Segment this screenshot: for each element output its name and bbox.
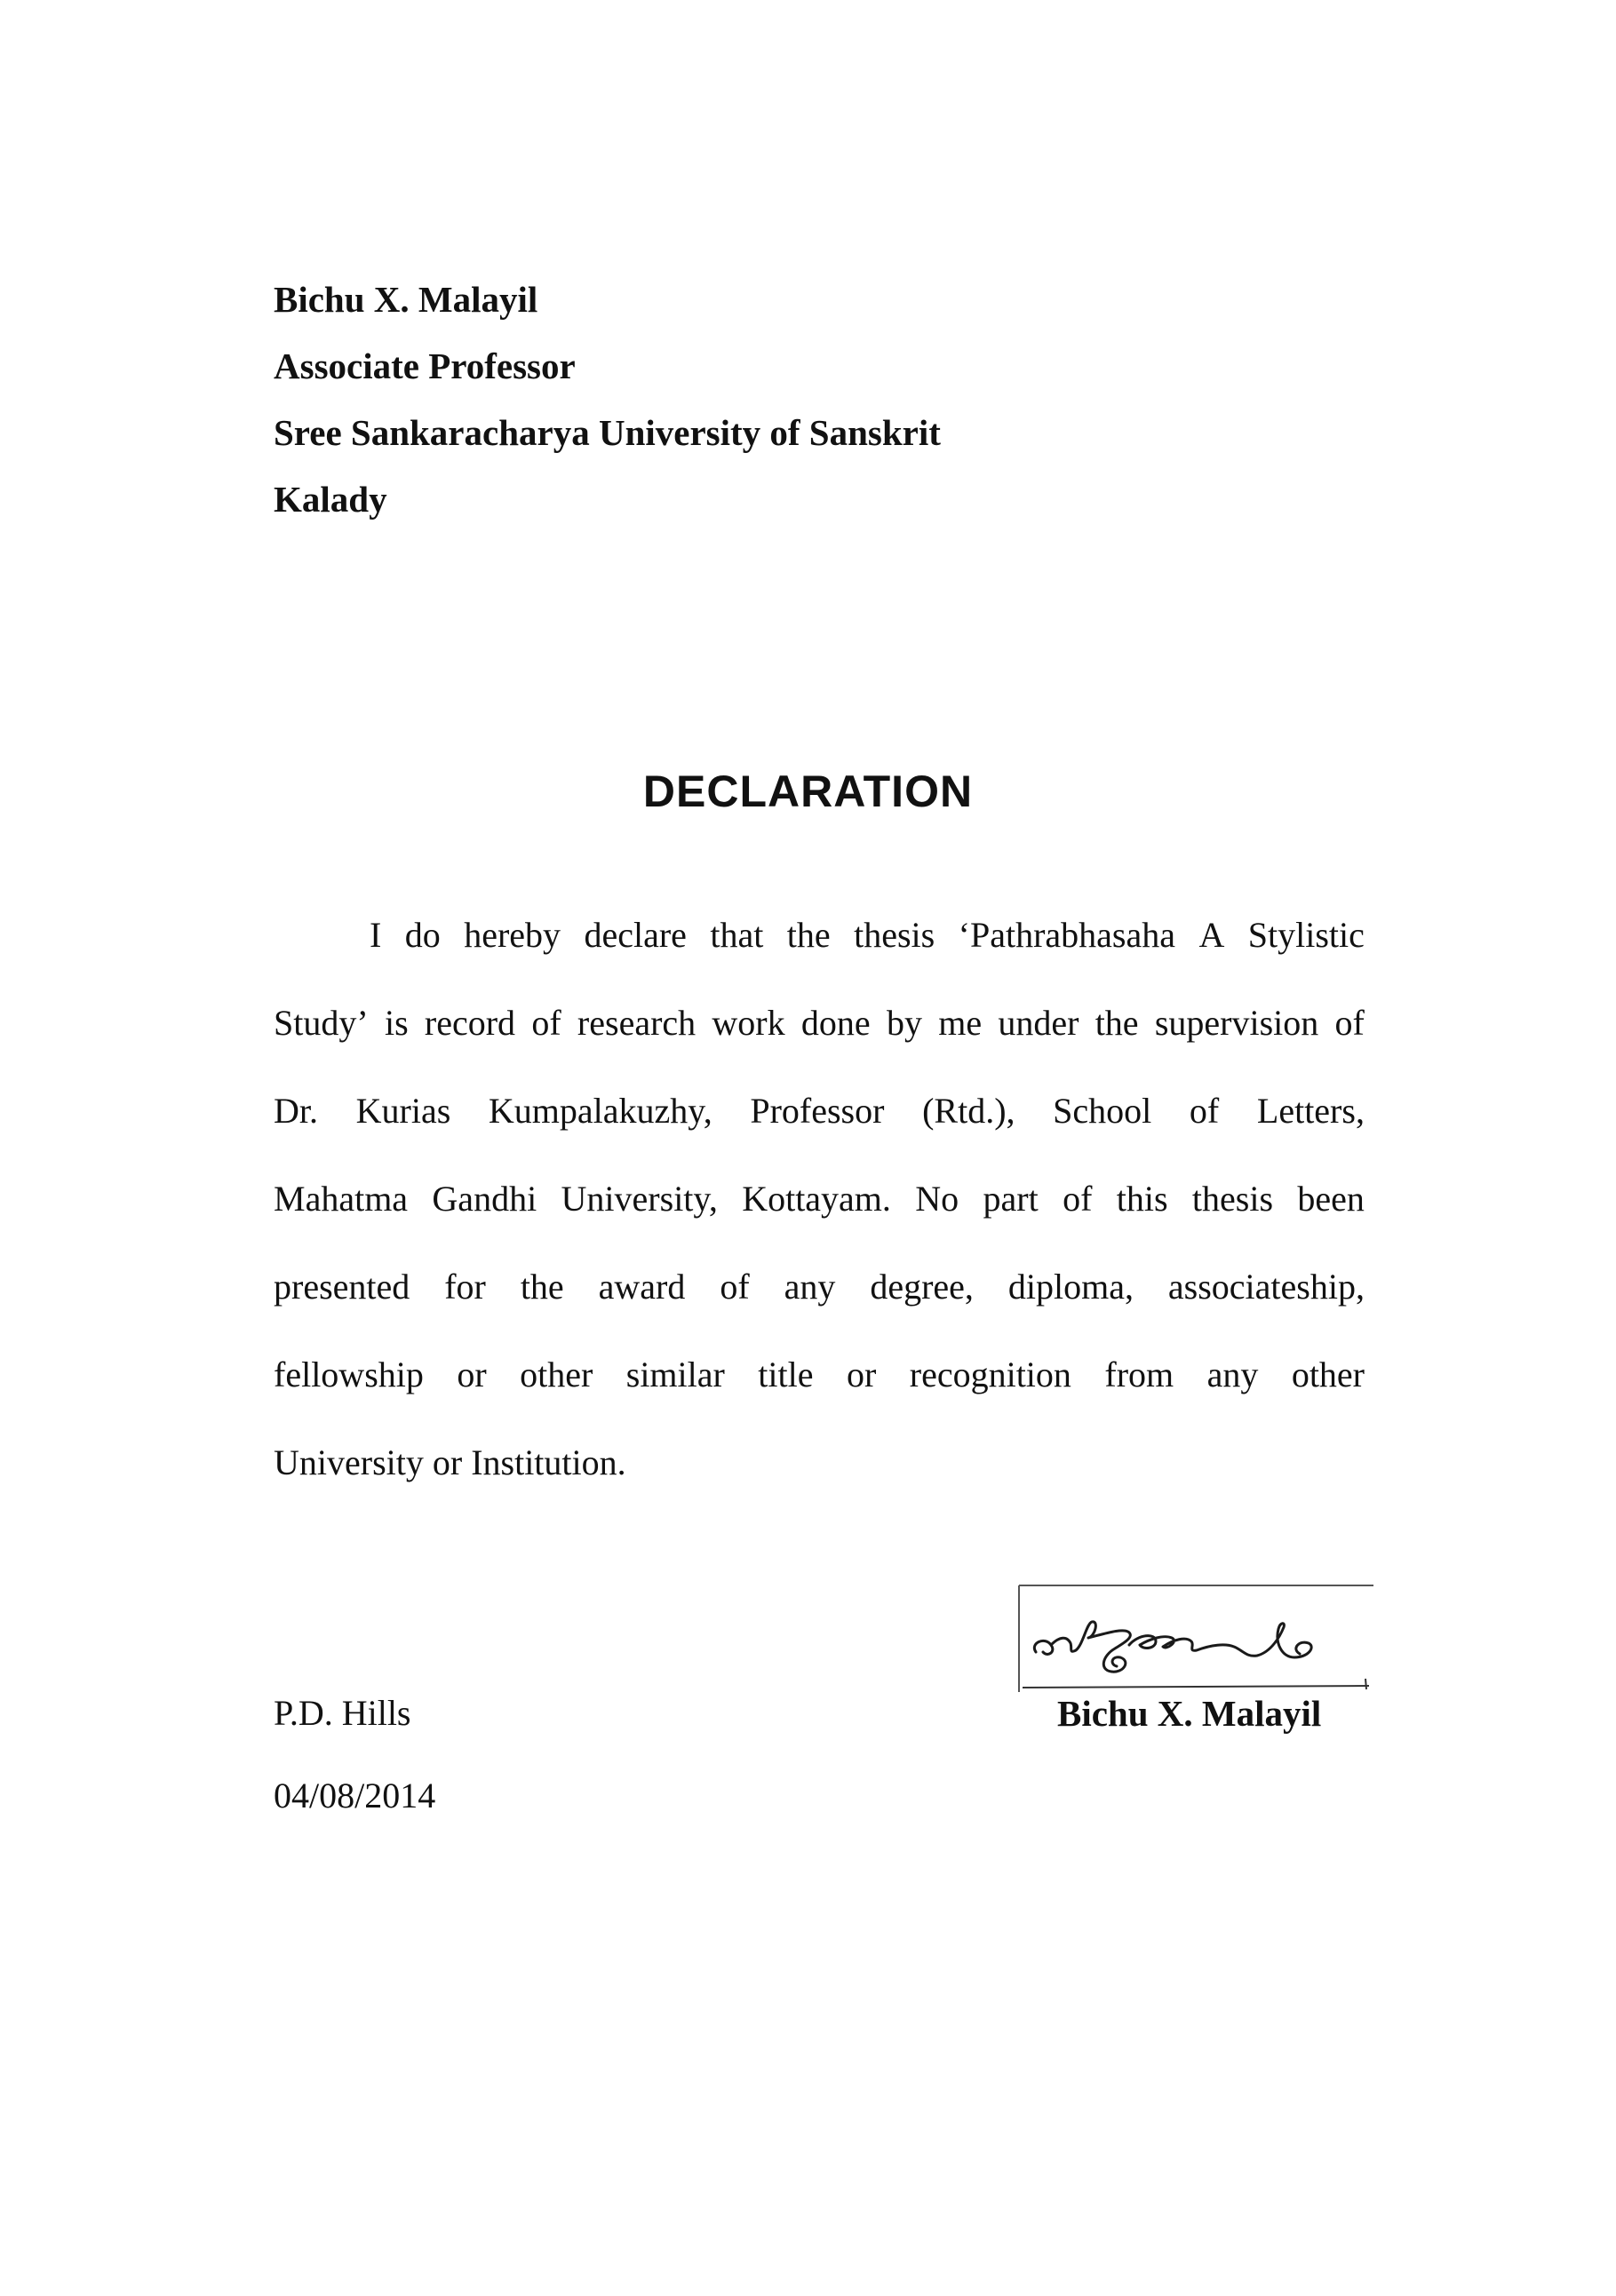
body-word: or [846,1355,877,1394]
body-word: from [1104,1355,1174,1394]
signature [1014,1581,1378,1696]
body-word: record [424,1003,516,1043]
author-block [274,266,941,533]
body-word: for [444,1267,486,1307]
body-word: the [1095,1003,1139,1043]
body-word: this [1116,1179,1168,1219]
body-word: that [710,915,764,955]
body-word: part [983,1179,1039,1219]
body-line [274,979,1365,1067]
body-word: supervision [1154,1003,1319,1043]
body-word: Study’ [274,1003,369,1043]
date-text: 04/08/2014 [274,1776,436,1815]
body-word: work [712,1003,785,1043]
body-word: the [786,915,831,955]
body-word: Kurias [355,1091,451,1131]
body-word: similar [625,1355,725,1394]
body-word: of [720,1267,750,1307]
document-title: DECLARATION [642,767,974,816]
body-word: diploma, [1007,1267,1134,1307]
body-word: recognition [909,1355,1071,1394]
body-word: of [1334,1003,1365,1043]
body-word: any [784,1267,836,1307]
body-word: by [886,1003,922,1043]
body-word: Gandhi [432,1179,537,1219]
body-line [274,1331,1365,1418]
body-word: No [915,1179,959,1219]
signer-name: Bichu X. Malayil [1057,1693,1322,1734]
body-word: thesis [1191,1179,1274,1219]
body-word: of [1189,1091,1220,1131]
body-word: been [1297,1179,1365,1219]
body-word: other [1291,1355,1365,1394]
body-word: University or Institution. [274,1442,626,1482]
body-word: me [938,1003,983,1043]
body-word: any [1206,1355,1259,1394]
body-word: A [1198,915,1225,955]
author-designation: Associate Professor [274,346,576,386]
body-word: Professor [750,1091,885,1131]
body-word: fellowship [274,1355,424,1394]
author-name: Bichu X. Malayil [274,279,538,320]
body-word: (Rtd.), [922,1091,1015,1131]
body-word: Mahatma [274,1179,409,1219]
body-word: Letters, [1256,1091,1365,1131]
body-word: thesis [854,915,935,955]
body-word: declare [584,915,687,955]
body-word: Kumpalakuzhy, [488,1091,712,1131]
body-line [274,1418,1365,1506]
body-word: or [457,1355,487,1394]
body-word: other [520,1355,593,1394]
body-word: ‘Pathrabhasaha [958,915,1175,955]
body-line [274,1155,1365,1243]
body-word: presented [274,1267,410,1307]
body-word: do [404,915,441,955]
body-word: title [758,1355,814,1394]
body-line [274,1243,1365,1331]
body-word: Stylistic [1247,915,1365,955]
body-word: under [998,1003,1079,1043]
body-word: University, [561,1179,718,1219]
author-location: Kalady [274,479,387,520]
body-word: hereby [464,915,561,955]
body-word: done [800,1003,871,1043]
body-line [274,891,1365,979]
body-word: award [598,1267,686,1307]
body-word: of [1063,1179,1093,1219]
body-word: of [531,1003,561,1043]
body-word: degree, [870,1267,974,1307]
signature-icon [1014,1581,1378,1696]
place-text: P.D. Hills [274,1693,411,1733]
body-word: School [1053,1091,1152,1131]
body-word: research [577,1003,697,1043]
declaration-body [274,891,1365,1506]
body-word: I [370,915,382,955]
body-word: the [520,1267,564,1307]
author-institution: Sree Sankaracharya University of Sanskrit [274,412,941,453]
body-line [274,1067,1365,1155]
body-word: associateship, [1167,1267,1365,1307]
body-word: Dr. [274,1091,318,1131]
body-word: is [384,1003,409,1043]
body-word: Kottayam. [742,1179,891,1219]
